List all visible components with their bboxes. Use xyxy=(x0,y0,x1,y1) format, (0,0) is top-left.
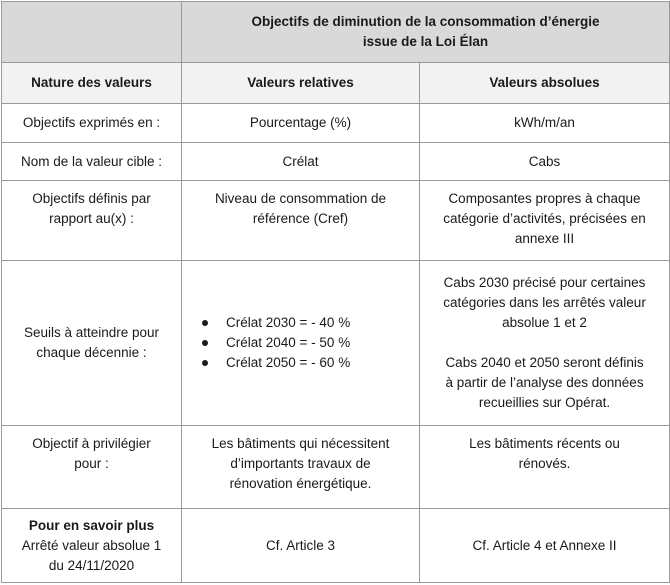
cell-seuils-absolute-p2-line2: à partir de l’analyse des données xyxy=(445,375,644,390)
row-label-seuils-line2: chaque décennie : xyxy=(36,345,147,360)
row-label-definis-line2: rapport au(x) : xyxy=(49,211,134,226)
cell-seuils-absolute-p2-line1: Cabs 2040 et 2050 seront définis xyxy=(445,355,644,370)
cell-seuils-absolute-p1-line2: catégories dans les arrêtés valeur xyxy=(443,295,646,310)
cell-definis-relative xyxy=(182,181,420,261)
list-item: Crélat 2030 = - 40 % xyxy=(196,313,413,333)
row-label-savoir-bold: Pour en savoir plus xyxy=(28,517,155,533)
cell-privilegier-absolute-line1: Les bâtiments récents ou xyxy=(469,436,620,451)
cell-privilegier-relative-line2: d’importants travaux de xyxy=(230,456,371,471)
paragraph-gap xyxy=(426,333,663,353)
list-item: Crélat 2040 = - 50 % xyxy=(196,333,413,353)
header-row xyxy=(2,63,670,104)
cell-definis-relative-line2: référence (Cref) xyxy=(252,211,349,226)
table-title-line2: issue de la Loi Élan xyxy=(362,34,489,49)
title-row xyxy=(2,2,670,63)
cell-definis-relative-line1: Niveau de consommation de xyxy=(214,191,387,206)
cell-seuils-absolute xyxy=(420,261,670,426)
list-item: Crélat 2050 = - 60 % xyxy=(196,353,413,373)
row-label-seuils-line1: Seuils à atteindre pour xyxy=(23,325,160,340)
table-row xyxy=(2,426,670,509)
cell-definis-absolute-line3: annexe III xyxy=(514,231,575,246)
cell-seuils-absolute-p1-line1: Cabs 2030 précisé pour certaines xyxy=(443,275,646,290)
objectives-table xyxy=(1,1,670,583)
header-absolues: Valeurs absolues xyxy=(420,63,670,104)
cell-seuils-relative xyxy=(182,261,420,426)
cell-seuils-absolute-p1-line3: absolue 1 et 2 xyxy=(502,315,587,330)
cell-savoir-relative: Cf. Article 3 xyxy=(182,509,420,583)
cell-privilegier-relative-line3: rénovation énergétique. xyxy=(229,476,372,491)
row-label-exprimes: Objectifs exprimés en : xyxy=(2,104,182,143)
cell-definis-absolute-line1: Composantes propres à chaque xyxy=(448,191,641,206)
table-row xyxy=(2,143,670,181)
row-label-savoir xyxy=(2,509,182,583)
cell-definis-absolute xyxy=(420,181,670,261)
cell-exprimes-absolute: kWh/m/an xyxy=(420,104,670,143)
table-title-line1: Objectifs de diminution de la consommation d’énergie xyxy=(251,14,600,29)
table-row xyxy=(2,261,670,426)
cell-definis-absolute-line2: catégorie d’activités, précisées en xyxy=(443,211,646,226)
row-label-privilegier xyxy=(2,426,182,509)
cell-savoir-absolute: Cf. Article 4 et Annexe II xyxy=(420,509,670,583)
row-label-savoir-line2: Arrêté valeur absolue 1 xyxy=(21,537,162,553)
table-row xyxy=(2,181,670,261)
row-label-definis-line1: Objectifs définis par xyxy=(32,191,151,206)
cell-cible-relative: Crélat xyxy=(182,143,420,181)
seuils-bullet-list xyxy=(196,313,413,373)
table-row xyxy=(2,509,670,583)
corner-cell xyxy=(2,2,182,63)
row-label-savoir-line3: du 24/11/2020 xyxy=(48,557,135,573)
row-label-privilegier-line2: pour : xyxy=(74,456,109,471)
cell-cible-absolute: Cabs xyxy=(420,143,670,181)
table-title xyxy=(182,2,670,63)
header-relatives: Valeurs relatives xyxy=(182,63,420,104)
cell-privilegier-relative xyxy=(182,426,420,509)
table-row xyxy=(2,104,670,143)
row-label-seuils xyxy=(2,261,182,426)
header-nature: Nature des valeurs xyxy=(2,63,182,104)
row-label-definis xyxy=(2,181,182,261)
cell-exprimes-relative: Pourcentage (%) xyxy=(182,104,420,143)
cell-privilegier-absolute xyxy=(420,426,670,509)
row-label-cible: Nom de la valeur cible : xyxy=(2,143,182,181)
row-label-privilegier-line1: Objectif à privilégier xyxy=(32,436,151,451)
cell-seuils-absolute-p2-line3: recueillies sur Opérat. xyxy=(478,395,611,410)
cell-privilegier-relative-line1: Les bâtiments qui nécessitent xyxy=(211,436,390,451)
cell-privilegier-absolute-line2: rénovés. xyxy=(518,456,571,471)
